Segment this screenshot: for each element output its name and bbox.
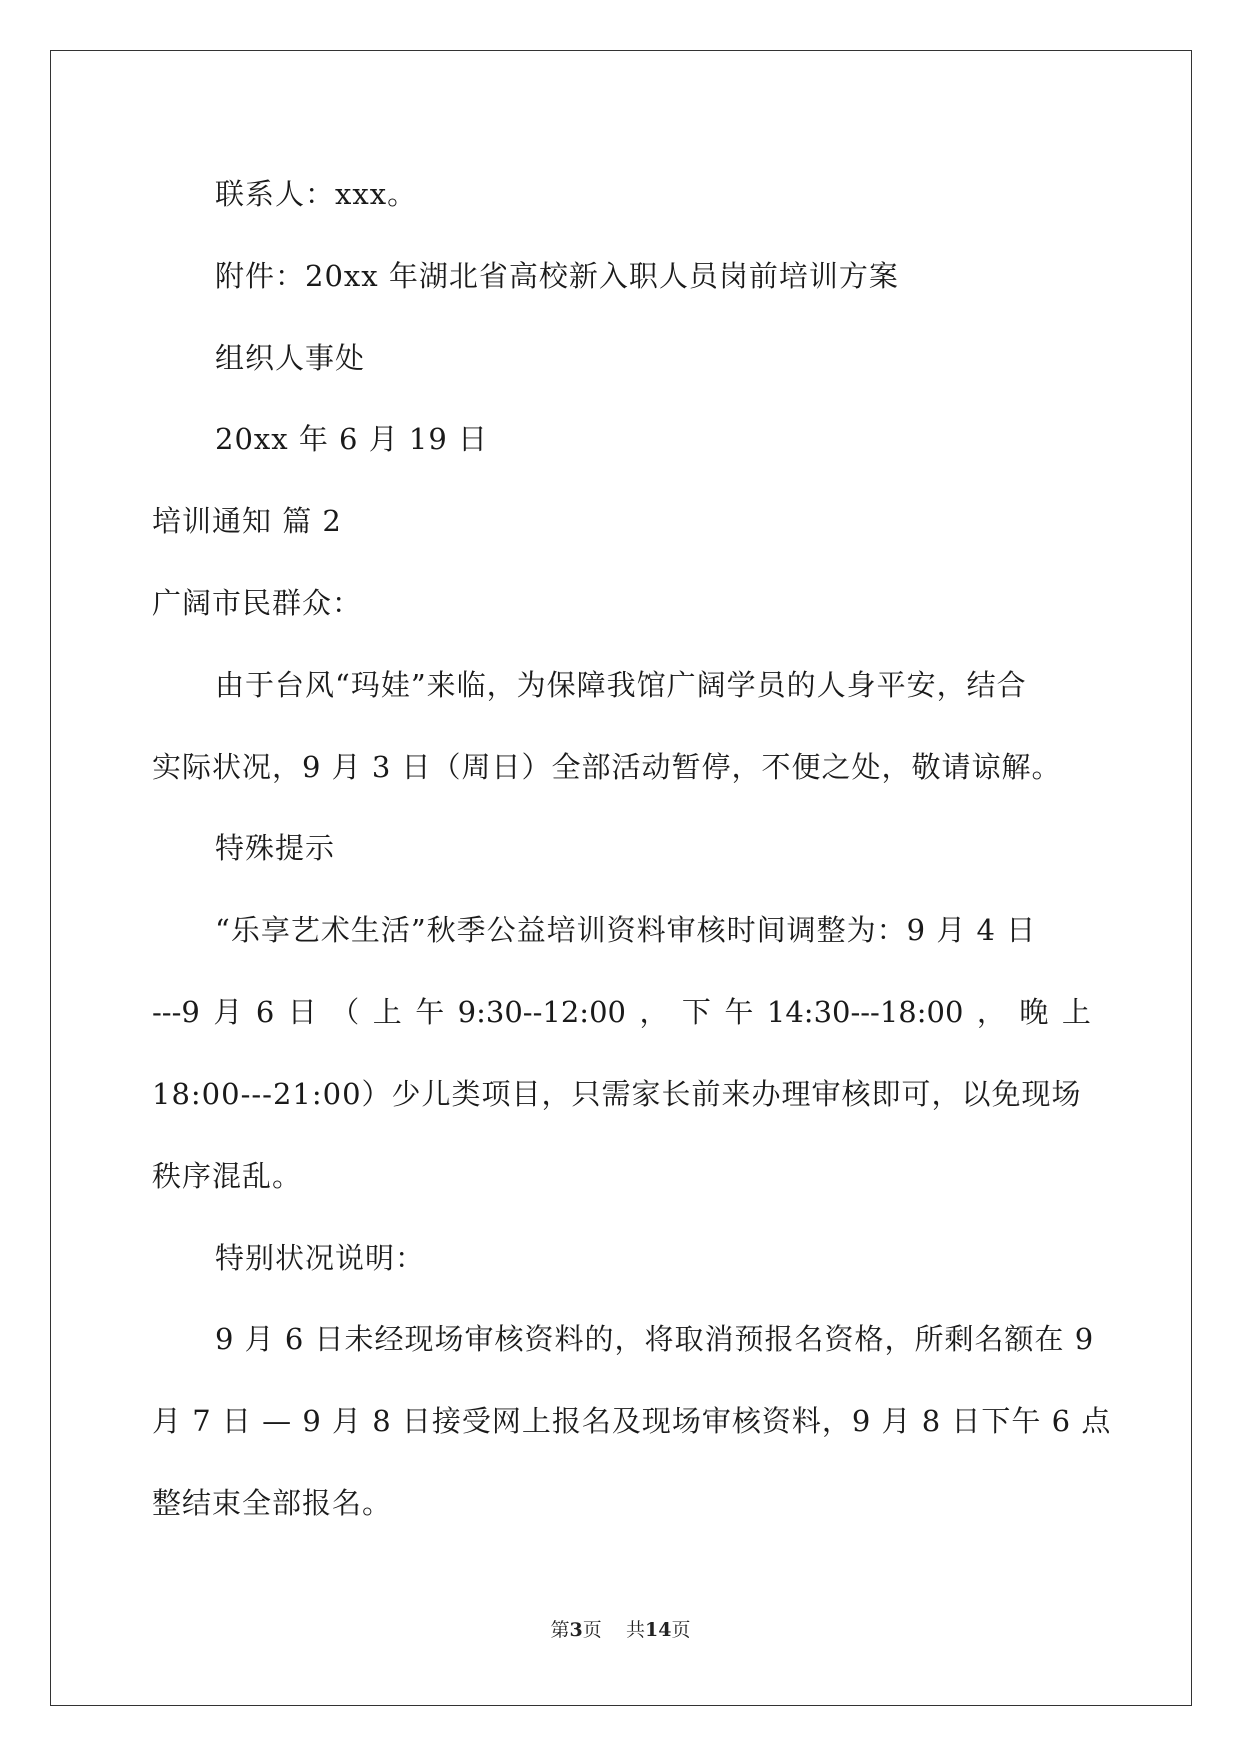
paragraph-line: 秩序混乱。 [152,1159,303,1193]
word: 上 [1061,995,1091,1029]
footer-prefix: 第 [550,1619,570,1641]
section-heading: 培训通知 篇 2 [152,504,342,538]
footer-total-suffix: 页 [671,1619,691,1641]
word: ， [976,995,1006,1029]
paragraph-line-spaced [152,994,1091,1030]
word: 月 [213,995,243,1029]
word: 下 [681,995,711,1029]
attachment-line: 附件：20xx 年湖北省高校新入职人员岗前培训方案 [215,259,899,293]
word: （ [330,995,360,1029]
total-page-count: 14 [644,1619,672,1641]
word: 9:30--12:00 [457,995,626,1029]
signature-department: 组织人事处 [215,341,366,375]
word: 午 [724,995,754,1029]
contact-line: 联系人：xxx。 [215,177,418,211]
word: 上 [372,995,402,1029]
paragraph-line: 由于台风“玛娃”来临，为保障我馆广阔学员的人身平安，结合 [215,668,1027,702]
word: 14:30---18:00 [766,995,964,1029]
word: 日 [287,995,317,1029]
salutation: 广阔市民群众： [152,586,363,620]
current-page-number: 3 [569,1619,583,1641]
paragraph-line: 9 月 6 日未经现场审核资料的，将取消预报名资格，所剩名额在 9 [215,1322,1095,1356]
word: 6 [255,995,275,1029]
paragraph-line: “乐享艺术生活”秋季公益培训资料审核时间调整为：9 月 4 日 [215,913,1037,947]
subheading-special-case: 特别状况说明： [215,1241,426,1275]
paragraph-line: 月 7 日 — 9 月 8 日接受网上报名及现场审核资料，9 月 8 日下午 6 点 [152,1404,1112,1438]
word: ， [639,995,669,1029]
signature-date: 20xx 年 6 月 19 日 [215,422,489,456]
footer-total-prefix: 共 [625,1619,645,1641]
word: ---9 [152,995,200,1029]
footer-page-suffix: 页 [582,1619,602,1641]
paragraph-line: 18:00---21:00）少儿类项目，只需家长前来办理审核即可，以免现场 [152,1077,1082,1111]
subheading-special-notice: 特殊提示 [215,831,336,865]
paragraph-line: 实际状况，9 月 3 日（周日）全部活动暂停，不便之处，敬请谅解。 [152,750,1062,784]
page-footer [0,1618,1241,1642]
paragraph-line: 整结束全部报名。 [152,1486,393,1520]
page-border [50,50,1192,1706]
word: 午 [415,995,445,1029]
word: 晚 [1019,995,1049,1029]
